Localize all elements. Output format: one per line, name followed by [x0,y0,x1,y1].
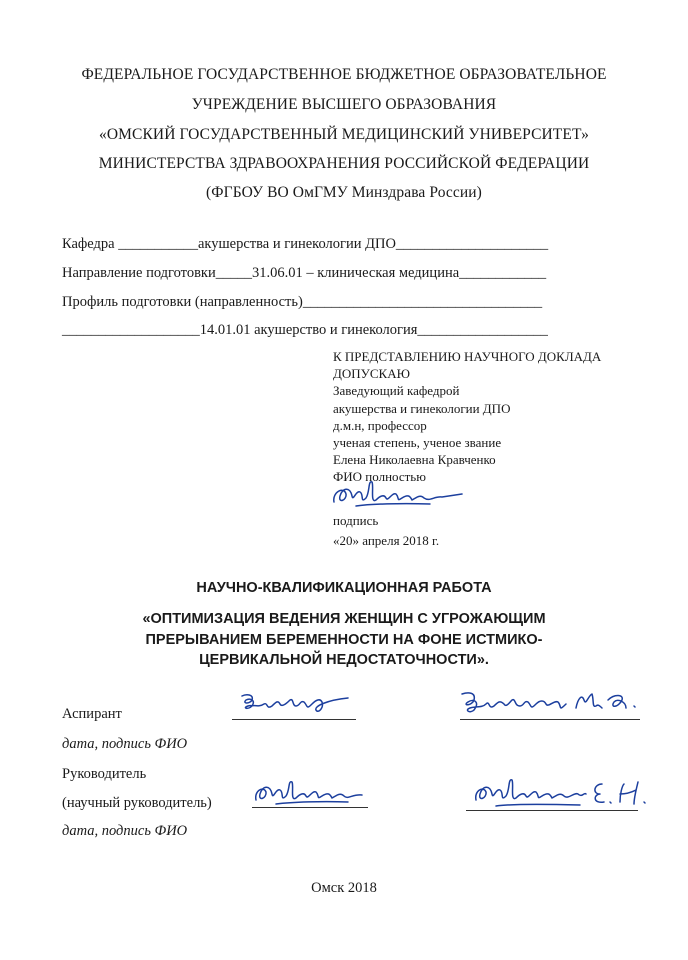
header-line-3: «ОМСКИЙ ГОСУДАРСТВЕННЫЙ МЕДИЦИНСКИЙ УНИВЕРСИТЕТ» [99,126,589,143]
supervisor-label: Руководитель [62,766,147,782]
aspirant-label: Аспирант [62,706,122,722]
aspirant-signature [238,690,356,720]
approval-date: «20» апреля 2018 г. [333,533,440,548]
profile-field: Профиль подготовки (направленность)_________________________________ [62,294,543,310]
supervisor-sublabel: (научный руководитель) [62,795,212,811]
approval-line-4: акушерства и гинекологии ДПО [333,400,511,416]
profile-value-field: ___________________14.01.01 акушерство и гинекология__________________ [62,322,548,338]
approval-line-6: ученая степень, ученое звание [333,435,502,451]
header-line-1: ФЕДЕРАЛЬНОЕ ГОСУДАРСТВЕННОЕ БЮДЖЕТНОЕ ОБРАЗОВАТЕЛЬНОЕ [81,66,607,83]
approval-line-8: ФИО полностью [333,469,426,485]
topic-line-1: «ОПТИМИЗАЦИЯ ВЕДЕНИЯ ЖЕНЩИН С УГРОЖАЮЩИМ [142,611,546,627]
topic-line-2: ПРЕРЫВАНИЕМ БЕРЕМЕННОСТИ НА ФОНЕ ИСТМИКО- [145,631,543,648]
approval-line-7: Елена Николаевна Кравченко [333,452,496,468]
approval-block [333,348,633,486]
approval-line-5: д.м.н, профессор [333,417,427,433]
header-line-2: УЧРЕЖДЕНИЕ ВЫСШЕГО ОБРАЗОВАНИЯ [191,96,497,113]
aspirant-caption: дата, подпись ФИО [62,736,188,752]
supervisor-caption: дата, подпись ФИО [62,823,188,839]
topic-line-3: ЦЕРВИКАЛЬНОЙ НЕДОСТАТОЧНОСТИ». [199,652,489,668]
work-type-title: НАУЧНО-КВАЛИФИКАЦИОННАЯ РАБОТА [196,580,492,596]
supervisor-name-handwritten [470,776,656,812]
approval-line-1: К ПРЕДСТАВЛЕНИЮ НАУЧНОГО ДОКЛАДА [333,349,602,364]
city-year: Омск 2018 [311,880,377,896]
approval-line-2: ДОПУСКАЮ [333,366,410,382]
aspirant-name-handwritten [458,688,648,720]
signature-caption: подпись [333,513,379,528]
approval-line-3: Заведующий кафедрой [333,383,460,399]
supervisor-signature [252,778,368,808]
header-line-4: МИНИСТЕРСТВА ЗДРАВООХРАНЕНИЯ РОССИЙСКОЙ ФЕДЕРАЦИИ [98,155,590,172]
header-line-5: (ФГБОУ ВО ОмГМУ Минздрава России) [206,184,482,201]
direction-field: Направление подготовки_____31.06.01 – клиническая медицина____________ [62,265,547,281]
work-topic [0,609,688,671]
department-field: Кафедра ___________акушерства и гинекологии ДПО_____________________ [62,236,549,252]
head-signature [330,478,470,512]
